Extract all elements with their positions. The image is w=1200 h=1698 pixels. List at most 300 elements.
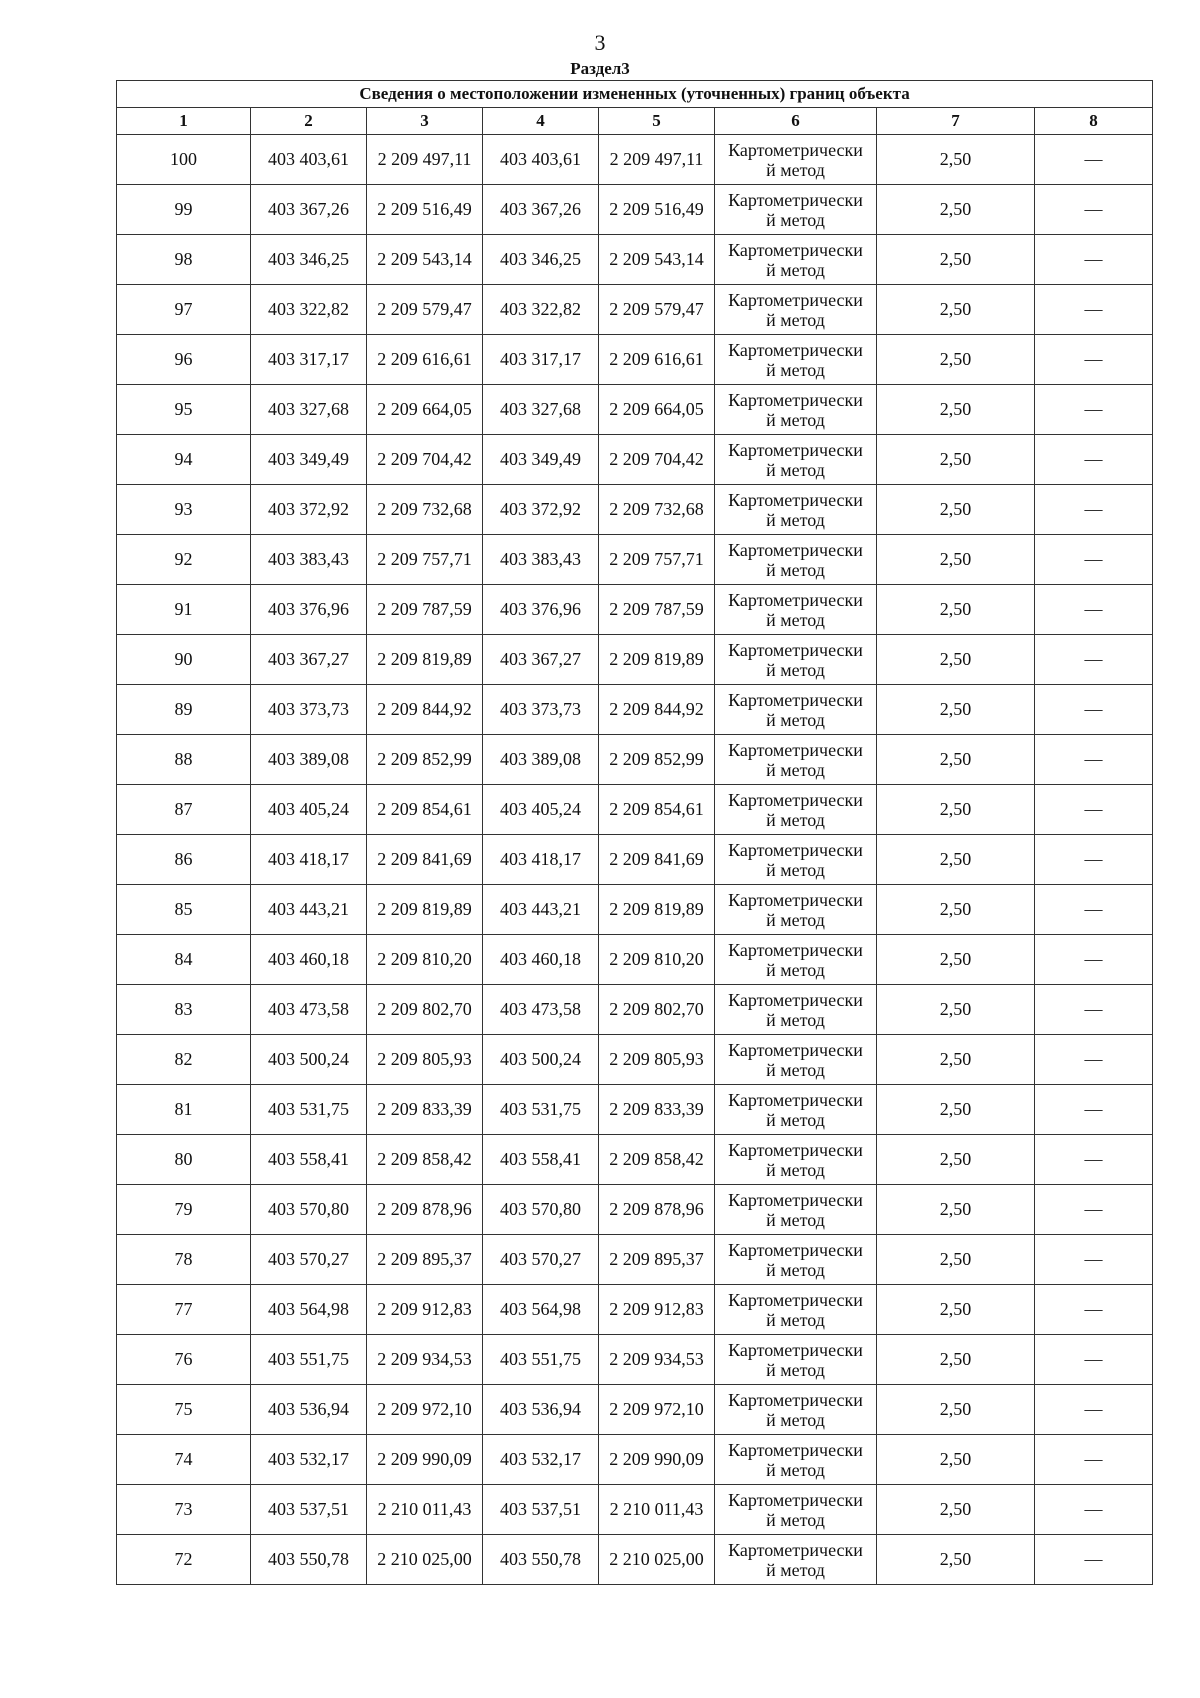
method-text-line: й метод	[766, 759, 825, 780]
y-coordinate-cell: 2 209 543,14	[367, 235, 483, 285]
point-number-cell: 92	[117, 535, 251, 585]
method-text-line: Картометрически	[728, 1289, 863, 1310]
x-coordinate-refined-cell: 403 372,92	[483, 485, 599, 535]
method-text-line: Картометрически	[728, 839, 863, 860]
y-coordinate-refined-cell: 2 209 934,53	[599, 1335, 715, 1385]
accuracy-cell: 2,50	[877, 385, 1035, 435]
method-text-line: й метод	[766, 359, 825, 380]
x-coordinate-cell: 403 473,58	[251, 985, 367, 1035]
table-row	[117, 1385, 1153, 1435]
column-header-2: 2	[251, 108, 367, 135]
table-body	[117, 135, 1153, 1585]
y-coordinate-cell: 2 209 732,68	[367, 485, 483, 535]
x-coordinate-refined-cell: 403 418,17	[483, 835, 599, 885]
x-coordinate-refined-cell: 403 473,58	[483, 985, 599, 1035]
x-coordinate-cell: 403 500,24	[251, 1035, 367, 1085]
x-coordinate-refined-cell: 403 570,80	[483, 1185, 599, 1235]
y-coordinate-cell: 2 209 858,42	[367, 1135, 483, 1185]
method-cell	[715, 535, 877, 585]
method-text-line: Картометрически	[728, 539, 863, 560]
y-coordinate-cell: 2 209 912,83	[367, 1285, 483, 1335]
note-cell: —	[1035, 1435, 1153, 1485]
note-cell: —	[1035, 985, 1153, 1035]
method-text-line: Картометрически	[728, 389, 863, 410]
x-coordinate-cell: 403 537,51	[251, 1485, 367, 1535]
method-cell	[715, 235, 877, 285]
y-coordinate-refined-cell: 2 209 664,05	[599, 385, 715, 435]
y-coordinate-refined-cell: 2 210 011,43	[599, 1485, 715, 1535]
method-text-line: й метод	[766, 1159, 825, 1180]
accuracy-cell: 2,50	[877, 135, 1035, 185]
x-coordinate-cell: 403 536,94	[251, 1385, 367, 1435]
accuracy-cell: 2,50	[877, 935, 1035, 985]
y-coordinate-cell: 2 209 802,70	[367, 985, 483, 1035]
method-text-line: Картометрически	[728, 339, 863, 360]
accuracy-cell: 2,50	[877, 535, 1035, 585]
note-cell: —	[1035, 635, 1153, 685]
x-coordinate-cell: 403 349,49	[251, 435, 367, 485]
method-text-line: й метод	[766, 559, 825, 580]
x-coordinate-refined-cell: 403 500,24	[483, 1035, 599, 1085]
y-coordinate-cell: 2 209 833,39	[367, 1085, 483, 1135]
y-coordinate-cell: 2 209 579,47	[367, 285, 483, 335]
method-cell	[715, 185, 877, 235]
method-cell	[715, 1535, 877, 1585]
accuracy-cell: 2,50	[877, 985, 1035, 1035]
method-cell	[715, 1285, 877, 1335]
point-number-cell: 90	[117, 635, 251, 685]
x-coordinate-cell: 403 551,75	[251, 1335, 367, 1385]
point-number-cell: 82	[117, 1035, 251, 1085]
x-coordinate-cell: 403 322,82	[251, 285, 367, 335]
method-cell	[715, 1185, 877, 1235]
accuracy-cell: 2,50	[877, 1285, 1035, 1335]
method-text-line: Картометрически	[728, 1389, 863, 1410]
y-coordinate-cell: 2 209 497,11	[367, 135, 483, 185]
x-coordinate-cell: 403 373,73	[251, 685, 367, 735]
y-coordinate-refined-cell: 2 209 543,14	[599, 235, 715, 285]
method-cell	[715, 685, 877, 735]
table-row	[117, 585, 1153, 635]
x-coordinate-cell: 403 564,98	[251, 1285, 367, 1335]
table-row	[117, 235, 1153, 285]
y-coordinate-cell: 2 209 934,53	[367, 1335, 483, 1385]
point-number-cell: 73	[117, 1485, 251, 1535]
point-number-cell: 96	[117, 335, 251, 385]
x-coordinate-cell: 403 443,21	[251, 885, 367, 935]
method-text-line: Картометрически	[728, 1139, 863, 1160]
table-row	[117, 1535, 1153, 1585]
column-header-5: 5	[599, 108, 715, 135]
method-text-line: й метод	[766, 909, 825, 930]
y-coordinate-cell: 2 209 787,59	[367, 585, 483, 635]
y-coordinate-refined-cell: 2 209 854,61	[599, 785, 715, 835]
y-coordinate-refined-cell: 2 209 912,83	[599, 1285, 715, 1335]
point-number-cell: 93	[117, 485, 251, 535]
point-number-cell: 79	[117, 1185, 251, 1235]
method-text-line: й метод	[766, 1309, 825, 1330]
x-coordinate-cell: 403 327,68	[251, 385, 367, 435]
table-row	[117, 1085, 1153, 1135]
note-cell: —	[1035, 285, 1153, 335]
table-row	[117, 485, 1153, 535]
x-coordinate-refined-cell: 403 376,96	[483, 585, 599, 635]
table-row	[117, 335, 1153, 385]
x-coordinate-refined-cell: 403 322,82	[483, 285, 599, 335]
y-coordinate-cell: 2 209 810,20	[367, 935, 483, 985]
method-cell	[715, 485, 877, 535]
accuracy-cell: 2,50	[877, 1135, 1035, 1185]
y-coordinate-cell: 2 209 878,96	[367, 1185, 483, 1235]
point-number-cell: 85	[117, 885, 251, 935]
accuracy-cell: 2,50	[877, 685, 1035, 735]
table-row	[117, 535, 1153, 585]
y-coordinate-refined-cell: 2 209 852,99	[599, 735, 715, 785]
column-number-row	[117, 108, 1153, 135]
y-coordinate-cell: 2 209 819,89	[367, 885, 483, 935]
table-row	[117, 135, 1153, 185]
method-text-line: й метод	[766, 259, 825, 280]
table-row	[117, 1335, 1153, 1385]
method-text-line: Картометрически	[728, 1439, 863, 1460]
note-cell: —	[1035, 1535, 1153, 1585]
y-coordinate-refined-cell: 2 209 990,09	[599, 1435, 715, 1485]
method-text-line: Картометрически	[728, 1039, 863, 1060]
table-row	[117, 835, 1153, 885]
y-coordinate-refined-cell: 2 209 802,70	[599, 985, 715, 1035]
table-row	[117, 685, 1153, 735]
y-coordinate-refined-cell: 2 209 833,39	[599, 1085, 715, 1135]
table-row	[117, 285, 1153, 335]
table-row	[117, 1235, 1153, 1285]
point-number-cell: 74	[117, 1435, 251, 1485]
method-cell	[715, 285, 877, 335]
method-text-line: Картометрически	[728, 239, 863, 260]
x-coordinate-refined-cell: 403 405,24	[483, 785, 599, 835]
y-coordinate-refined-cell: 2 209 878,96	[599, 1185, 715, 1235]
method-text-line: Картометрически	[728, 639, 863, 660]
point-number-cell: 76	[117, 1335, 251, 1385]
point-number-cell: 78	[117, 1235, 251, 1285]
x-coordinate-refined-cell: 403 443,21	[483, 885, 599, 935]
accuracy-cell: 2,50	[877, 785, 1035, 835]
method-cell	[715, 1135, 877, 1185]
method-text-line: й метод	[766, 1459, 825, 1480]
method-text-line: Картометрически	[728, 789, 863, 810]
x-coordinate-refined-cell: 403 367,26	[483, 185, 599, 235]
method-cell	[715, 985, 877, 1035]
y-coordinate-refined-cell: 2 209 841,69	[599, 835, 715, 885]
y-coordinate-cell: 2 209 841,69	[367, 835, 483, 885]
point-number-cell: 88	[117, 735, 251, 785]
table-caption: Сведения о местоположении измененных (уточненных) границ объекта	[117, 81, 1153, 108]
accuracy-cell: 2,50	[877, 185, 1035, 235]
x-coordinate-cell: 403 317,17	[251, 335, 367, 385]
point-number-cell: 75	[117, 1385, 251, 1435]
x-coordinate-refined-cell: 403 317,17	[483, 335, 599, 385]
method-text-line: й метод	[766, 309, 825, 330]
y-coordinate-cell: 2 209 895,37	[367, 1235, 483, 1285]
method-text-line: й метод	[766, 659, 825, 680]
note-cell: —	[1035, 1285, 1153, 1335]
x-coordinate-refined-cell: 403 550,78	[483, 1535, 599, 1585]
method-cell	[715, 835, 877, 885]
method-text-line: й метод	[766, 1409, 825, 1430]
table-row	[117, 1485, 1153, 1535]
x-coordinate-cell: 403 550,78	[251, 1535, 367, 1585]
method-text-line: Картометрически	[728, 739, 863, 760]
method-text-line: й метод	[766, 709, 825, 730]
y-coordinate-cell: 2 210 025,00	[367, 1535, 483, 1585]
note-cell: —	[1035, 1085, 1153, 1135]
accuracy-cell: 2,50	[877, 1035, 1035, 1085]
y-coordinate-refined-cell: 2 209 858,42	[599, 1135, 715, 1185]
point-number-cell: 72	[117, 1535, 251, 1585]
y-coordinate-cell: 2 209 819,89	[367, 635, 483, 685]
method-cell	[715, 1335, 877, 1385]
method-text-line: Картометрически	[728, 939, 863, 960]
method-text-line: й метод	[766, 1359, 825, 1380]
accuracy-cell: 2,50	[877, 635, 1035, 685]
y-coordinate-refined-cell: 2 209 819,89	[599, 635, 715, 685]
x-coordinate-cell: 403 383,43	[251, 535, 367, 585]
method-text-line: й метод	[766, 1109, 825, 1130]
method-cell	[715, 935, 877, 985]
accuracy-cell: 2,50	[877, 1385, 1035, 1435]
table-row	[117, 1135, 1153, 1185]
note-cell: —	[1035, 1335, 1153, 1385]
accuracy-cell: 2,50	[877, 1535, 1035, 1585]
table-row	[117, 1435, 1153, 1485]
note-cell: —	[1035, 1185, 1153, 1235]
method-cell	[715, 885, 877, 935]
y-coordinate-cell: 2 209 664,05	[367, 385, 483, 435]
y-coordinate-cell: 2 209 757,71	[367, 535, 483, 585]
table-row	[117, 985, 1153, 1035]
point-number-cell: 91	[117, 585, 251, 635]
accuracy-cell: 2,50	[877, 1185, 1035, 1235]
table-row	[117, 1035, 1153, 1085]
method-text-line: Картометрически	[728, 1239, 863, 1260]
y-coordinate-cell: 2 209 844,92	[367, 685, 483, 735]
method-text-line: й метод	[766, 459, 825, 480]
x-coordinate-refined-cell: 403 403,61	[483, 135, 599, 185]
section-title: Раздел3	[570, 59, 630, 78]
method-text-line: Картометрически	[728, 1539, 863, 1560]
column-header-6: 6	[715, 108, 877, 135]
note-cell: —	[1035, 1485, 1153, 1535]
x-coordinate-refined-cell: 403 367,27	[483, 635, 599, 685]
note-cell: —	[1035, 135, 1153, 185]
accuracy-cell: 2,50	[877, 1085, 1035, 1135]
table-row	[117, 935, 1153, 985]
method-text-line: й метод	[766, 1009, 825, 1030]
point-number-cell: 77	[117, 1285, 251, 1335]
method-text-line: й метод	[766, 159, 825, 180]
y-coordinate-refined-cell: 2 209 805,93	[599, 1035, 715, 1085]
method-text-line: й метод	[766, 1059, 825, 1080]
accuracy-cell: 2,50	[877, 285, 1035, 335]
y-coordinate-cell: 2 209 854,61	[367, 785, 483, 835]
method-cell	[715, 1435, 877, 1485]
method-cell	[715, 785, 877, 835]
x-coordinate-refined-cell: 403 327,68	[483, 385, 599, 435]
note-cell: —	[1035, 735, 1153, 785]
x-coordinate-refined-cell: 403 537,51	[483, 1485, 599, 1535]
x-coordinate-cell: 403 460,18	[251, 935, 367, 985]
y-coordinate-cell: 2 209 990,09	[367, 1435, 483, 1485]
accuracy-cell: 2,50	[877, 485, 1035, 535]
x-coordinate-refined-cell: 403 349,49	[483, 435, 599, 485]
method-text-line: й метод	[766, 1259, 825, 1280]
note-cell: —	[1035, 335, 1153, 385]
method-text-line: Картометрически	[728, 989, 863, 1010]
method-text-line: й метод	[766, 1209, 825, 1230]
method-text-line: Картометрически	[728, 689, 863, 710]
method-cell	[715, 735, 877, 785]
x-coordinate-cell: 403 403,61	[251, 135, 367, 185]
point-number-cell: 100	[117, 135, 251, 185]
column-header-7: 7	[877, 108, 1035, 135]
method-cell	[715, 1085, 877, 1135]
method-text-line: й метод	[766, 1509, 825, 1530]
x-coordinate-cell: 403 376,96	[251, 585, 367, 635]
point-number-cell: 84	[117, 935, 251, 985]
accuracy-cell: 2,50	[877, 835, 1035, 885]
point-number-cell: 89	[117, 685, 251, 735]
note-cell: —	[1035, 585, 1153, 635]
y-coordinate-refined-cell: 2 209 844,92	[599, 685, 715, 735]
method-text-line: Картометрически	[728, 139, 863, 160]
note-cell: —	[1035, 785, 1153, 835]
method-text-line: Картометрически	[728, 1489, 863, 1510]
table-row	[117, 885, 1153, 935]
table-row	[117, 735, 1153, 785]
note-cell: —	[1035, 535, 1153, 585]
note-cell: —	[1035, 685, 1153, 735]
y-coordinate-cell: 2 209 852,99	[367, 735, 483, 785]
x-coordinate-refined-cell: 403 373,73	[483, 685, 599, 735]
point-number-cell: 99	[117, 185, 251, 235]
method-cell	[715, 435, 877, 485]
accuracy-cell: 2,50	[877, 235, 1035, 285]
note-cell: —	[1035, 385, 1153, 435]
y-coordinate-cell: 2 209 704,42	[367, 435, 483, 485]
accuracy-cell: 2,50	[877, 335, 1035, 385]
y-coordinate-refined-cell: 2 209 810,20	[599, 935, 715, 985]
note-cell: —	[1035, 885, 1153, 935]
method-cell	[715, 335, 877, 385]
note-cell: —	[1035, 185, 1153, 235]
note-cell: —	[1035, 935, 1153, 985]
accuracy-cell: 2,50	[877, 435, 1035, 485]
method-text-line: й метод	[766, 209, 825, 230]
method-text-line: Картометрически	[728, 589, 863, 610]
method-text-line: й метод	[766, 809, 825, 830]
x-coordinate-cell: 403 418,17	[251, 835, 367, 885]
method-text-line: Картометрически	[728, 189, 863, 210]
note-cell: —	[1035, 1135, 1153, 1185]
x-coordinate-cell: 403 372,92	[251, 485, 367, 535]
accuracy-cell: 2,50	[877, 1235, 1035, 1285]
point-number-cell: 98	[117, 235, 251, 285]
method-text-line: Картометрически	[728, 1339, 863, 1360]
boundary-coordinates-table	[116, 80, 1153, 1585]
x-coordinate-cell: 403 532,17	[251, 1435, 367, 1485]
x-coordinate-cell: 403 405,24	[251, 785, 367, 835]
method-text-line: Картометрически	[728, 1189, 863, 1210]
method-cell	[715, 635, 877, 685]
column-header-8: 8	[1035, 108, 1153, 135]
point-number-cell: 95	[117, 385, 251, 435]
point-number-cell: 94	[117, 435, 251, 485]
y-coordinate-refined-cell: 2 209 972,10	[599, 1385, 715, 1435]
x-coordinate-cell: 403 346,25	[251, 235, 367, 285]
note-cell: —	[1035, 485, 1153, 535]
method-text-line: Картометрически	[728, 1089, 863, 1110]
y-coordinate-refined-cell: 2 209 787,59	[599, 585, 715, 635]
method-cell	[715, 135, 877, 185]
x-coordinate-refined-cell: 403 558,41	[483, 1135, 599, 1185]
method-cell	[715, 1385, 877, 1435]
y-coordinate-refined-cell: 2 209 757,71	[599, 535, 715, 585]
x-coordinate-cell: 403 558,41	[251, 1135, 367, 1185]
method-text-line: Картометрически	[728, 289, 863, 310]
y-coordinate-cell: 2 209 805,93	[367, 1035, 483, 1085]
note-cell: —	[1035, 1235, 1153, 1285]
x-coordinate-refined-cell: 403 389,08	[483, 735, 599, 785]
method-text-line: й метод	[766, 409, 825, 430]
y-coordinate-refined-cell: 2 209 704,42	[599, 435, 715, 485]
y-coordinate-refined-cell: 2 209 732,68	[599, 485, 715, 535]
accuracy-cell: 2,50	[877, 585, 1035, 635]
method-text-line: й метод	[766, 1559, 825, 1580]
x-coordinate-refined-cell: 403 570,27	[483, 1235, 599, 1285]
y-coordinate-refined-cell: 2 209 516,49	[599, 185, 715, 235]
y-coordinate-cell: 2 209 616,61	[367, 335, 483, 385]
point-number-cell: 86	[117, 835, 251, 885]
method-cell	[715, 585, 877, 635]
x-coordinate-refined-cell: 403 551,75	[483, 1335, 599, 1385]
x-coordinate-cell: 403 389,08	[251, 735, 367, 785]
method-text-line: Картометрически	[728, 439, 863, 460]
x-coordinate-cell: 403 367,26	[251, 185, 367, 235]
x-coordinate-refined-cell: 403 346,25	[483, 235, 599, 285]
page-number: 3	[594, 30, 606, 55]
method-cell	[715, 1485, 877, 1535]
point-number-cell: 87	[117, 785, 251, 835]
accuracy-cell: 2,50	[877, 1435, 1035, 1485]
table-row	[117, 1285, 1153, 1335]
x-coordinate-refined-cell: 403 460,18	[483, 935, 599, 985]
column-header-3: 3	[367, 108, 483, 135]
accuracy-cell: 2,50	[877, 885, 1035, 935]
accuracy-cell: 2,50	[877, 735, 1035, 785]
point-number-cell: 81	[117, 1085, 251, 1135]
accuracy-cell: 2,50	[877, 1335, 1035, 1385]
y-coordinate-cell: 2 209 972,10	[367, 1385, 483, 1435]
method-cell	[715, 1035, 877, 1085]
method-cell	[715, 385, 877, 435]
y-coordinate-cell: 2 209 516,49	[367, 185, 483, 235]
x-coordinate-refined-cell: 403 383,43	[483, 535, 599, 585]
y-coordinate-refined-cell: 2 209 819,89	[599, 885, 715, 935]
note-cell: —	[1035, 235, 1153, 285]
point-number-cell: 83	[117, 985, 251, 1035]
point-number-cell: 97	[117, 285, 251, 335]
table-row	[117, 385, 1153, 435]
x-coordinate-cell: 403 367,27	[251, 635, 367, 685]
